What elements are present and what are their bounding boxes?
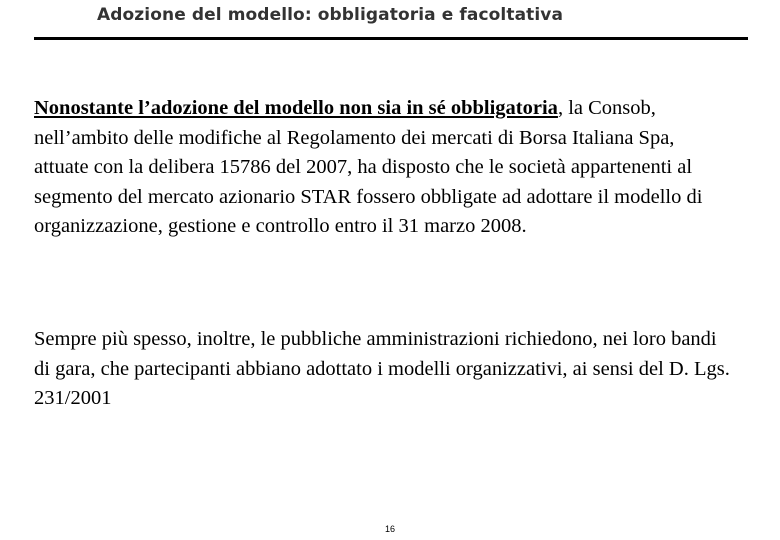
paragraph-emphasis: Nonostante l’adozione del modello non sia in sé obbligatoria xyxy=(34,97,558,119)
slide-title: Adozione del modello: obbligatoria e facoltativa xyxy=(97,5,564,25)
paragraph-public-tenders: Sempre più spesso, inoltre, le pubbliche amministrazioni richiedono, nei loro bandi di gara, che partecipanti abbiano adottato i modelli organizzativi, ai sensi del D. Lgs. 231/2001 xyxy=(34,328,730,409)
title-divider xyxy=(34,37,748,40)
paragraph-body: , la Consob, nell’ambito delle modifiche al Regolamento dei mercati di Borsa Italiana Spa, attuate con la delibera 15786 del 2007, ha disposto che le società appartenenti al segmento del mercato azionario STAR fossero obbligate ad adottare il modello di organizzazione, gestione e controllo entro il 31 marzo 2008. xyxy=(34,97,703,237)
paragraph-mandatory-adoption xyxy=(34,94,734,242)
page-number: 16 xyxy=(384,524,395,534)
